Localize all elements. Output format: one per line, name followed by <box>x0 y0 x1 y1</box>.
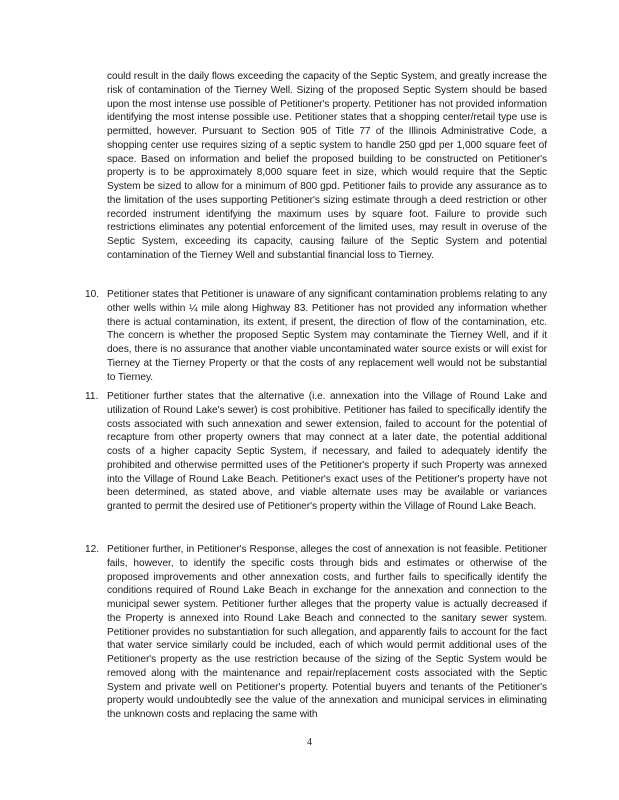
item-text: Petitioner further states that the alternative (i.e. annexation into the Village of Round Lake and utilization of Round Lake's sewer) is cost prohibitive. Petitioner has failed to specifically identify the costs associated with such annexation and sewer extension, failed to account for the potential of recapture from other property owners that may connect at a later date, the potential additional costs of a higher capacity Septic System, if necessary, and failed to adequately identify the prohibited and otherwise permitted uses of the Petitioner's property if such Property was annexed into the Village of Round Lake Beach. Petitioner's exact uses of the Petitioner's property have not been determined, as stated above, and viable alternate uses may be available or variances granted to permit the desired use of Petitioner's property within the Village of Round Lake Beach. <box>107 391 547 512</box>
item-number: 10. <box>85 289 100 300</box>
page-number: 4 <box>307 737 312 748</box>
list-item-10 <box>85 288 547 384</box>
item-number: 11. <box>85 391 99 402</box>
continuation-paragraph: could result in the daily flows exceeding the capacity of the Septic System, and greatly increase the risk of contamination of the Tierney Well. Sizing of the proposed Septic System should be based upon the most intense use possible of Petitioner's property. Petitioner has not provided information identifying the most intense possible use. Petitioner states that a shopping center/retail type use is permitted, however. Pursuant to Section 905 of Title 77 of the Illinois Administrative Code, a shopping center use requires sizing of a septic system to handle 250 gpd per 1,000 square feet of space. Based on information and belief the proposed building to be constructed on Petitioner's property is to be approximately 8,000 square feet in size, which would require that the Septic System be sized to allow for a minimum of 800 gpd. Petitioner fails to provide any assurance as to the limitation of the uses supporting Petitioner's sizing estimate through a deed restriction or other recorded instrument identifying the maximum uses by square foot. Failure to provide such restrictions eliminates any potential enforcement of the limited uses, may result in overuse of the Septic System, exceeding its capacity, causing failure of the Septic System and potential contamination of the Tierney Well and substantial financial loss to Tierney. <box>107 71 547 261</box>
item-number: 12. <box>85 544 100 555</box>
item-text: Petitioner further, in Petitioner's Response, alleges the cost of annexation is not feasible. Petitioner fails, however, to identify the specific costs through bids and estimates or otherwise of the proposed improvements and other annexation costs, and further fails to specifically identify the conditions required of Round Lake Beach in exchange for the annexation and connection to the municipal sewer system. Petitioner further alleges that the property value is actually decreased if the Property is annexed into Round Lake Beach and connected to the sanitary sewer system. Petitioner provides no substantiation for such allegation, and apparently fails to account for the fact that water service similarly could be included, each of which would permit additional uses of the Petitioner's property as the use restriction because of the sizing of the Septic System would be removed along with the maintenance and repair/replacement costs associated with the Septic System and private well on Petitioner's property. Potential buyers and tenants of the Petitioner's property would undoubtedly see the value of the annexation and municipal services in eliminating the unknown costs and replacing the same with <box>107 544 547 720</box>
item-text: Petitioner states that Petitioner is unaware of any significant contamination problems relating to any other wells within ¼ mile along Highway 83. Petitioner has not provided any information whether there is actual contamination, its extent, if present, the direction of flow of the contamination, etc. The concern is whether the proposed Septic System may contaminate the Tierney Well, and if it does, there is no assurance that another viable uncontaminated water source exists or will exist for Tierney at the Tierney Property or that the costs of any replacement well would not be substantial to Tierney. <box>107 289 547 383</box>
list-item-12 <box>85 543 547 722</box>
list-item-11 <box>85 390 547 514</box>
